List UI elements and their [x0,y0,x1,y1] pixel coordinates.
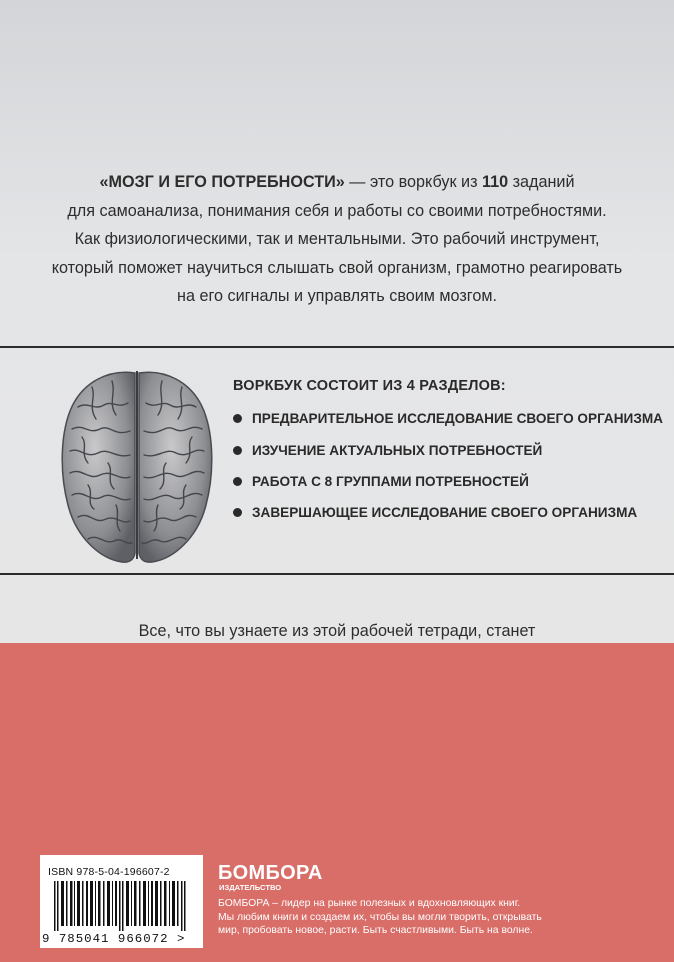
book-title: «МОЗГ И ЕГО ПОТРЕБНОСТИ» [99,173,345,191]
barcode-icon [52,881,192,931]
divider-top [0,346,674,348]
intro-line-3: Как физиологическими, так и ментальными. Это рабочий инструмент, [74,230,600,248]
bullet-icon [233,446,242,455]
divider-bottom [0,573,674,575]
outro-text: Все, что вы узнаете из этой рабочей тетради, станет [138,622,536,640]
publisher-subtitle: ИЗДАТЕЛЬСТВО [219,883,282,892]
bullet-icon [233,414,242,423]
intro-text [20,168,654,311]
brain-icon [58,367,216,565]
section-item [233,505,637,520]
intro-line-1-middle: — это воркбук из [344,173,482,191]
intro-line-1 [20,168,654,197]
task-count: 110 [482,173,509,191]
section-item-label: ПРЕДВАРИТЕЛЬНОЕ ИССЛЕДОВАНИЕ СВОЕГО ОРГАНИЗМА [252,411,663,426]
publisher-about [218,897,658,938]
barcode-panel [40,855,203,948]
bullet-icon [233,477,242,486]
intro-line-5: на его сигналы и управлять своим мозгом. [177,287,497,305]
about-line-2: Мы любим книги и создаем их, чтобы вы могли творить, открывать [218,911,542,923]
bullet-icon [233,508,242,517]
intro-line-1-end: заданий [508,173,575,191]
intro-line-2: для самоанализа, понимания себя и работы со своими потребностями. [67,201,607,220]
about-line-1: БОМБОРА – лидер на рынке полезных и вдохновляющих книг. [218,898,521,909]
barcode-digits: 9 785041 966072 > [42,932,186,946]
publisher-logo: БОМБОРА [218,862,323,884]
section-item-label: РАБОТА С 8 ГРУППАМИ ПОТРЕБНОСТЕЙ [252,474,529,489]
section-item-label: ЗАВЕРШАЮЩЕЕ ИССЛЕДОВАНИЕ СВОЕГО ОРГАНИЗМА [252,505,638,520]
intro-line-4: который поможет научиться слышать свой организм, грамотно реагировать [51,258,623,277]
isbn-label: ISBN 978-5-04-196607-2 [48,866,170,878]
section-item [233,443,542,458]
section-item-label: ИЗУЧЕНИЕ АКТУАЛЬНЫХ ПОТРЕБНОСТЕЙ [252,443,543,458]
sections-heading: ВОРКБУК СОСТОИТ ИЗ 4 РАЗДЕЛОВ: [233,378,506,394]
about-line-3: мир, пробовать новое, расти. Быть счастливыми. Быть на волне. [218,925,533,937]
section-item [233,474,529,489]
section-item [233,411,663,426]
